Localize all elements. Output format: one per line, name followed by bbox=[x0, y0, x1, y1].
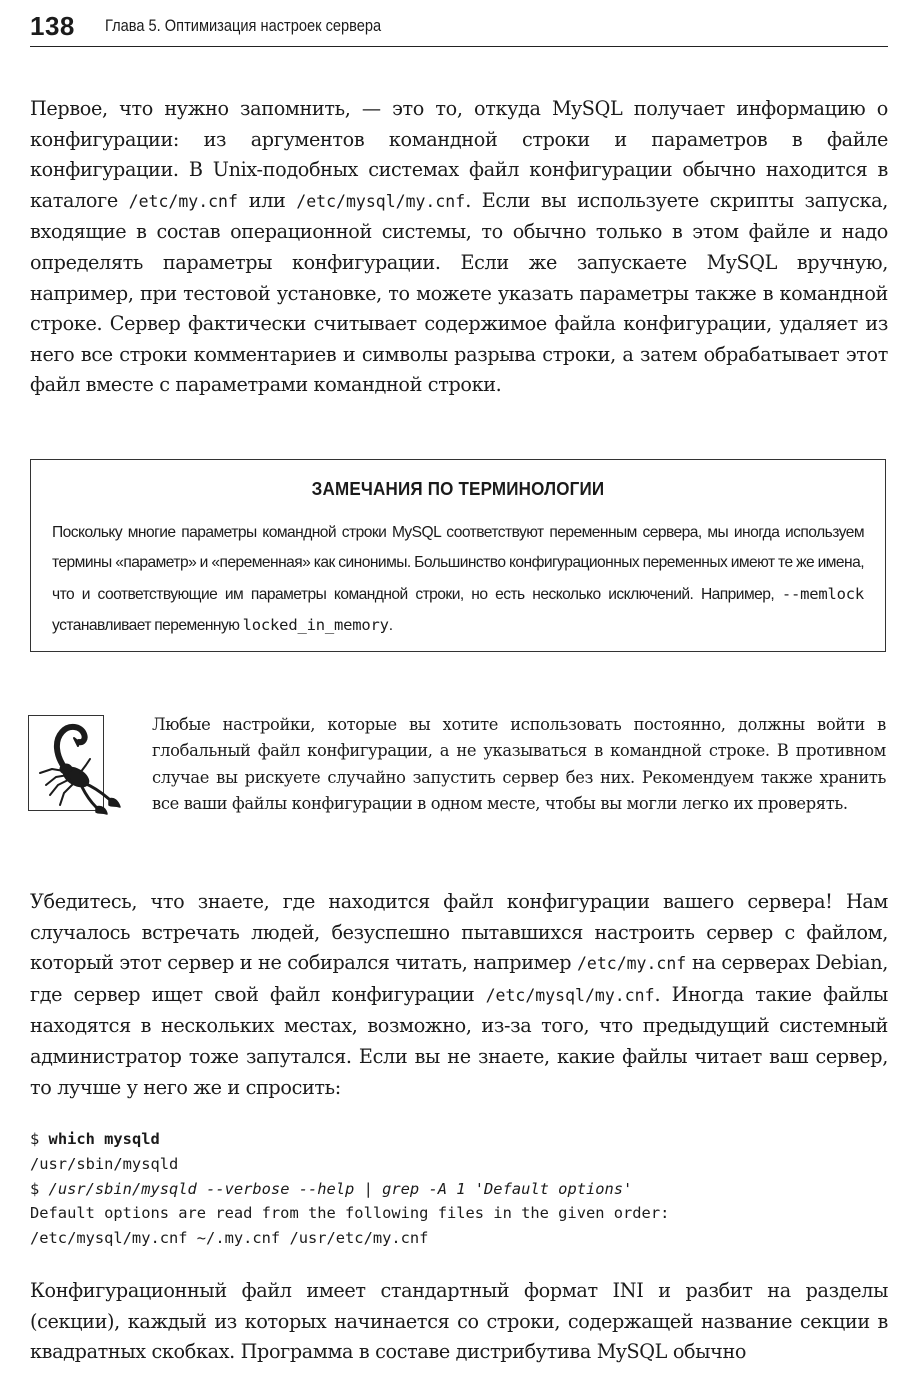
warning-tip-text: Любые настройки, которые вы хотите использовать постоянно, должны войти в глобальный файл конфигурации, а не указываться в командной строке. В противном случае вы рискуете случайно запустить сервер без них. Рекомендуем также хранить все ваши файлы конфигурации в одном месте, чтобы вы могли легко их проверять. bbox=[152, 715, 886, 813]
code-line bbox=[30, 1130, 160, 1148]
shell-command: which mysqld bbox=[48, 1130, 160, 1148]
code-output-line: Default options are read from the following files in the given order: bbox=[30, 1204, 670, 1223]
paragraph-check-config-location bbox=[30, 887, 888, 1103]
text-run: . Иногда такие файлы находятся в нескольких местах, возможно, из-за того, что предыдущий системный администратор тоже запутался. Если вы не знаете, какие файлы читает ваш сервер, то лучше у него же и спросить: bbox=[30, 982, 888, 1099]
inline-code: /etc/mysql/my.cnf bbox=[296, 191, 466, 211]
text-run: Первое, что нужно запомнить, — это то, откуда MySQL получает информацию о конфигурации: из аргументов командной строки и параметров в файле конфигурации. В Unix-подобных системах файл конфигурации обычно находится в каталоге bbox=[30, 97, 888, 212]
inline-code: /etc/my.cnf bbox=[576, 954, 687, 974]
shell-command: /usr/sbin/mysqld --verbose --help | grep -A 1 'Default options' bbox=[48, 1179, 633, 1198]
inline-code: /etc/my.cnf bbox=[128, 191, 238, 211]
paragraph-ini-format: Конфигурационный файл имеет стандартный формат INI и разбит на разделы (секции), каждый из которых начинается со строки, содержащей название секции в квадратных скобках. Программа в составе дистрибутива MySQL обычно bbox=[30, 1279, 888, 1364]
running-header bbox=[30, 6, 888, 47]
code-output-line: /usr/sbin/mysqld bbox=[30, 1154, 179, 1173]
chapter-title: Глава 5. Оптимизация настроек сервера bbox=[104, 16, 382, 35]
shell-prompt: $ bbox=[30, 1130, 49, 1148]
note-title: ЗАМЕЧАНИЯ ПО ТЕРМИНОЛОГИИ bbox=[311, 478, 605, 499]
text-run: . Если вы используете скрипты запуска, входящие в состав операционной системы, то обычно только в этом файле и надо определять параметры конфигурации. Если же запускаете MySQL вручную, например, при тестовой установке, то можете указать параметры также в командной строке. Сервер фактически считывает содержимое файла конфигурации, удаляет из него все строки комментариев и символы разрыва строки, а затем обрабатывает этот файл вместе с параметрами командной строки. bbox=[30, 188, 888, 397]
inline-code: /etc/mysql/my.cnf bbox=[485, 985, 655, 1005]
scorpion-icon bbox=[24, 715, 124, 815]
inline-code: --memlock bbox=[781, 584, 864, 603]
code-line bbox=[30, 1180, 632, 1198]
note-text bbox=[52, 518, 864, 642]
text-run: Убедитесь, что знаете, где находится файл конфигурации вашего сервера! Нам случалось встречать людей, безуспешно пытавшихся настроить сервер с файлом, который этот сервер и не собирался читать, например bbox=[30, 890, 888, 975]
shell-prompt: $ bbox=[30, 1179, 49, 1198]
terminology-note-box bbox=[30, 459, 886, 652]
text-run: устанавливает переменную bbox=[52, 617, 243, 635]
text-run: на серверах Debian, где сервер ищет свой файл конфигурации bbox=[30, 951, 889, 1006]
text-run: Поскольку многие параметры командной строки MySQL соответствуют переменным сервера, мы иногда используем термины «параметр» и «переменная» как синонимы. Большинство конфигурационных переменных имеют те же имена, что и соответствующие им параметры командной строки, но есть несколько исключений. Например, bbox=[52, 524, 864, 603]
page-number: 138 bbox=[30, 10, 75, 41]
code-listing bbox=[30, 1127, 669, 1251]
code-output-line: /etc/mysql/my.cnf ~/.my.cnf /usr/etc/my.cnf bbox=[30, 1229, 429, 1248]
inline-code: locked_in_memory bbox=[242, 616, 389, 635]
paragraph-config-sources bbox=[30, 94, 888, 401]
text-run: . bbox=[388, 617, 393, 635]
text-run: или bbox=[237, 188, 297, 212]
